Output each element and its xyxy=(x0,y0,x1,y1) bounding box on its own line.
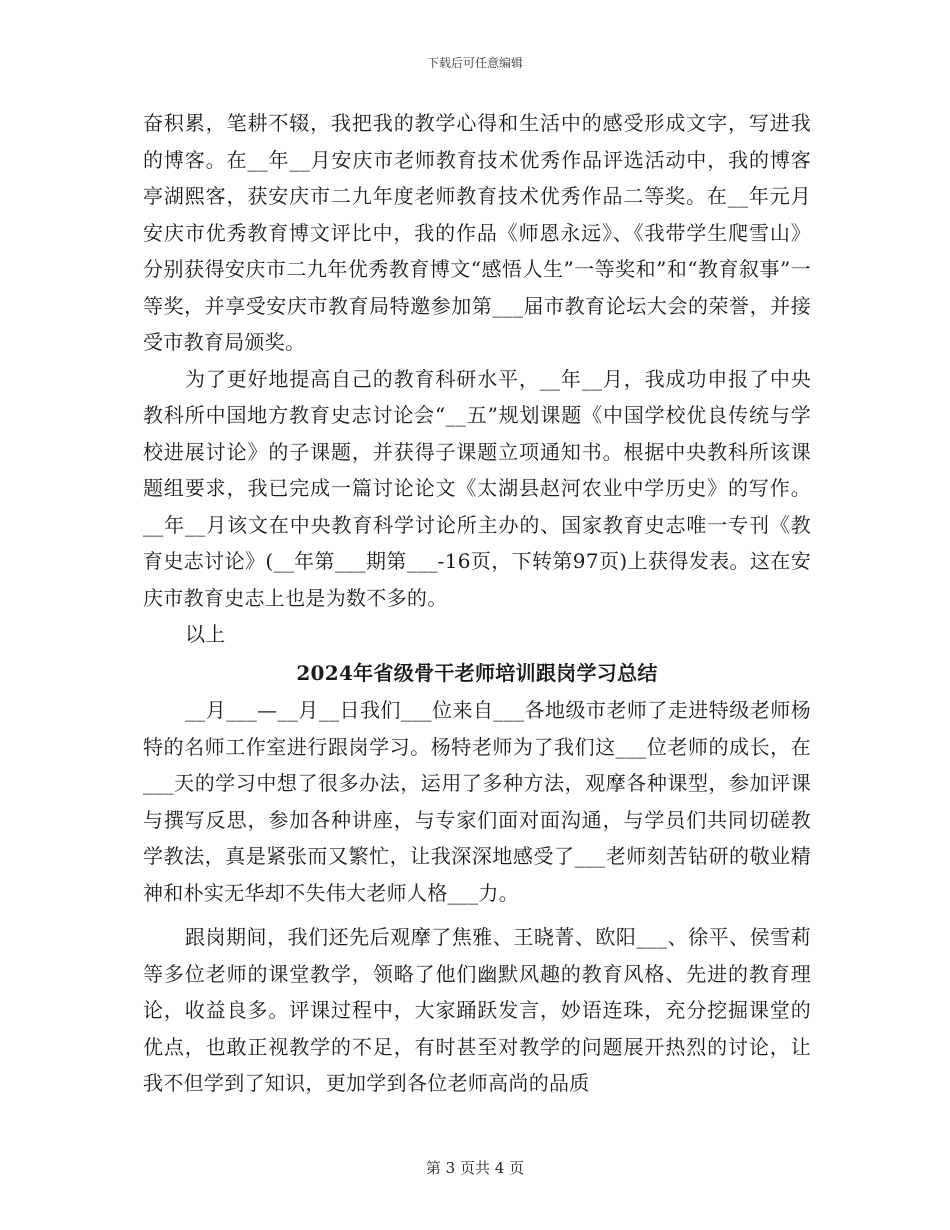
paragraph-training-intro: __月___—__月__日我们___位来自___各地级市老师了走进特级老师杨特的名师工作室进行跟岗学习。杨特老师为了我们这___位老师的成长，在___天的学习中想了很多办法，运用了多种方法，观摩各种课型，参加评课与撰写反思，参加各种讲座，与专家们面对面沟通，与学员们共同切磋教学教法，真是紧张而又繁忙，让我深深地感受了___老师刻苦钻研的敬业精神和朴实无华却不失伟大老师人格___力。 xyxy=(143,698,811,905)
page-footer: 第 3 页共 4 页 xyxy=(425,1159,525,1177)
document-body xyxy=(143,105,811,1102)
page-header: 下载后可任意编辑 xyxy=(426,56,523,70)
paragraph-training-observation: 跟岗期间，我们还先后观摩了焦雅、王晓菁、欧阳___、徐平、侯雪莉等多位老师的课堂教学，领略了他们幽默风趣的教育风格、先进的教育理论，收益良多。评课过程中，大家踊跃发言，妙语连珠，充分挖掘课堂的优点，也敢正视教学的不足，有时甚至对教学的问题展开热烈的讨论，让我不但学到了知识，更加学到各位老师高尚的品质 xyxy=(143,925,811,1095)
paragraph-closing: 以上 xyxy=(185,622,226,646)
paragraph-research: 为了更好地提高自己的教育科研水平，__年__月，我成功申报了中央教科所中国地方教育史志讨论会“__五”规划课题《中国学校优良传统与学校进展讨论》的子课题，并获得子课题立项通知书。根据中央教科所该课题组要求，我已完成一篇讨论论文《太湖县赵河农业中学历史》的写作。__年__月该文在中央教育科学讨论所主办的、国家教育史志唯一专刊《教育史志讨论》(__年第___期第___-16页，下转第97页)上获得发表。这在安庆市教育史志上也是为数不多的。 xyxy=(143,366,811,610)
paragraph-blog-awards: 奋积累，笔耕不辍，我把我的教学心得和生活中的感受形成文字，写进我的博客。在__年__月安庆市老师教育技术优秀作品评选活动中，我的博客亭湖熙客，获安庆市二九年度老师教育技术优秀作品二等奖。在__年元月安庆市优秀教育博文评比中，我的作品《师恩永远》、《我带学生爬雪山》分别获得安庆市二九年优秀教育博文“感悟人生”一等奖和”和“教育叙事”一等奖，并享受安庆市教育局特邀参加第___届市教育论坛大会的荣誉，并接受市教育局颁奖。 xyxy=(143,111,811,354)
section-title: 2024年省级骨干老师培训跟岗学习总结 xyxy=(296,660,658,685)
